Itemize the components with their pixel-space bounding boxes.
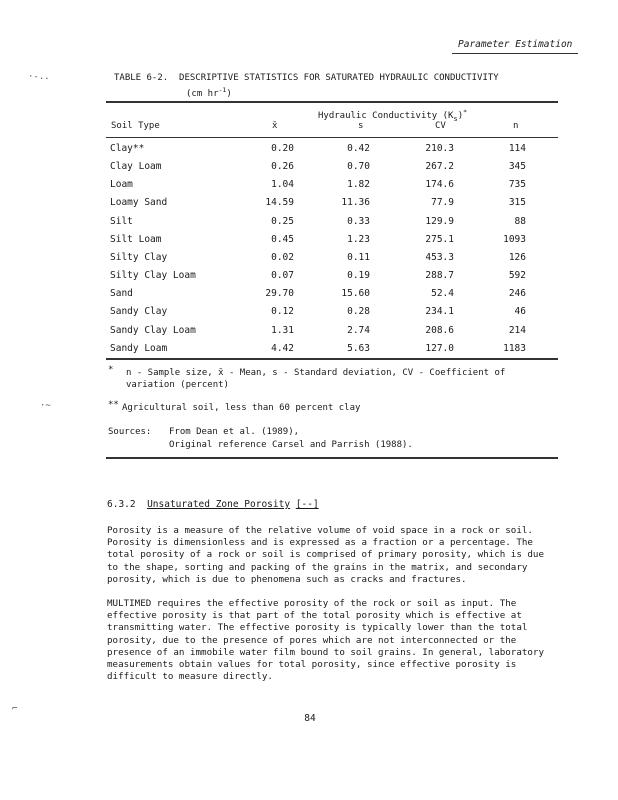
table-row xyxy=(106,306,558,324)
paragraph-line: transmitting water. The effective porosity is typically lower than the total xyxy=(107,622,528,634)
paragraph-line: measurements obtain values for total porosity, since effective porosity is xyxy=(107,659,517,671)
cell-cv: 234.1 xyxy=(425,306,454,318)
cell-n: 345 xyxy=(508,161,526,173)
cell-cv: 288.7 xyxy=(425,270,454,282)
col-header-mean: x̄ xyxy=(272,121,278,131)
paragraph-line: Porosity is dimensionless and is expressed as a fraction or a percentage. The xyxy=(107,537,533,549)
group-header-text: Hydraulic Conductivity (K xyxy=(318,111,454,121)
paragraph-line: to the shape, sorting and packing of the grains in the matrix, and secondary xyxy=(107,561,528,573)
sources-line-2: Original reference Carsel and Parrish (1988). xyxy=(169,440,413,450)
cell-n: 592 xyxy=(508,270,526,282)
paragraph-line: difficult to measure directly. xyxy=(107,671,273,683)
table-units xyxy=(186,86,232,99)
group-header-sub: s xyxy=(453,114,458,123)
paragraph-line: porosity, which is due to phenomena such as cracks and fractures. xyxy=(107,573,467,585)
cell-mean: 0.45 xyxy=(271,233,294,245)
paragraph-line: Porosity is a measure of the relative volume of void space in a rock or soil. xyxy=(107,525,533,536)
table-row xyxy=(106,197,558,215)
cell-sd: 2.74 xyxy=(347,324,370,336)
header-rule xyxy=(452,53,578,54)
cell-n: 126 xyxy=(508,251,526,263)
cell-cv: 210.3 xyxy=(425,143,454,154)
paragraph-line: effective porosity is that part of the total porosity which is effective at xyxy=(107,610,522,622)
cell-soil-type: Clay** xyxy=(110,143,145,154)
table-number: TABLE 6-2. xyxy=(114,73,169,83)
units-exponent: -1 xyxy=(218,86,227,94)
running-header: Parameter Estimation xyxy=(458,39,573,50)
cell-cv: 127.0 xyxy=(425,342,454,354)
cell-soil-type: Sandy Clay Loam xyxy=(110,324,196,336)
cell-cv: 275.1 xyxy=(425,233,454,245)
cell-soil-type: Sand xyxy=(110,288,133,300)
table-header-rule xyxy=(106,137,558,138)
scan-speck: ·~ xyxy=(40,401,51,411)
group-header-end: ) xyxy=(457,111,464,121)
table-row xyxy=(106,179,558,197)
cell-mean: 0.02 xyxy=(271,251,294,263)
table-row xyxy=(106,325,558,343)
table-row xyxy=(106,288,558,306)
paragraph-line: porosity, due to the presence of pores which are not interconnected or the xyxy=(107,634,517,646)
footnote-1-line-1: n - Sample size, x̄ - Mean, s - Standard deviation, CV - Coefficient of xyxy=(126,368,506,378)
cell-sd: 0.19 xyxy=(347,270,370,282)
cell-sd: 5.63 xyxy=(347,342,370,354)
cell-soil-type: Loam xyxy=(110,179,133,191)
cell-mean: 4.42 xyxy=(271,342,294,354)
paragraph-2 xyxy=(107,598,575,683)
paragraph-line: presence of an immobile water film bound to soil grains. In general, laboratory xyxy=(107,646,544,658)
cell-soil-type: Loamy Sand xyxy=(110,197,168,209)
cell-soil-type: Silty Clay Loam xyxy=(110,270,196,282)
cell-cv: 267.2 xyxy=(425,161,454,173)
paragraph-line: MULTIMED requires the effective porosity of the rock or soil as input. The xyxy=(107,598,517,609)
cell-n: 735 xyxy=(508,179,526,191)
section-heading xyxy=(107,499,319,510)
cell-soil-type: Sandy Loam xyxy=(110,342,168,354)
cell-mean: 0.26 xyxy=(271,161,294,173)
cell-soil-type: Sandy Clay xyxy=(110,306,168,318)
cell-sd: 15.60 xyxy=(341,288,370,300)
col-header-sd: s xyxy=(358,121,364,131)
cell-mean: 0.12 xyxy=(271,306,294,318)
table-row xyxy=(106,161,558,179)
page-number: 84 xyxy=(304,713,316,724)
cell-n: 46 xyxy=(514,306,526,318)
sources-line-1: From Dean et al. (1989), xyxy=(169,427,300,437)
cell-n: 246 xyxy=(508,288,526,300)
cell-mean: 0.25 xyxy=(271,215,294,227)
cell-n: 88 xyxy=(514,215,526,227)
cell-mean: 0.20 xyxy=(271,143,294,154)
cell-n: 214 xyxy=(508,324,526,336)
cell-soil-type: Silt Loam xyxy=(110,233,162,245)
cell-soil-type: Clay Loam xyxy=(110,161,162,173)
cell-n: 1093 xyxy=(503,233,526,245)
cell-n: 315 xyxy=(508,197,526,209)
cell-sd: 1.82 xyxy=(347,179,370,191)
cell-sd: 1.23 xyxy=(347,233,370,245)
table-end-rule xyxy=(106,457,558,459)
scan-speck: ·-.. xyxy=(28,72,50,82)
table-row xyxy=(106,143,558,161)
table-title: DESCRIPTIVE STATISTICS FOR SATURATED HYDRAULIC CONDUCTIVITY xyxy=(179,73,499,83)
cell-mean: 1.31 xyxy=(271,324,294,336)
section-title: Unsaturated Zone Porosity xyxy=(147,499,291,510)
scan-speck: ⌐ xyxy=(12,704,18,714)
table-top-rule xyxy=(106,101,558,103)
cell-sd: 0.28 xyxy=(347,306,370,318)
units-prefix: (cm hr xyxy=(186,89,219,99)
cell-cv: 52.4 xyxy=(431,288,454,300)
cell-sd: 11.36 xyxy=(341,197,370,209)
cell-sd: 0.33 xyxy=(347,215,370,227)
cell-n: 114 xyxy=(508,143,526,154)
sources-label: Sources: xyxy=(108,427,152,437)
paragraph-line: total porosity of a rock or soil is comprised of primary porosity, which is due xyxy=(107,549,544,561)
table-row xyxy=(106,270,558,288)
section-number: 6.3.2 xyxy=(107,499,136,510)
cell-cv: 174.6 xyxy=(425,179,454,191)
cell-mean: 29.70 xyxy=(265,288,294,300)
footnote-2-text: Agricultural soil, less than 60 percent clay xyxy=(122,403,361,413)
units-suffix: ) xyxy=(226,89,232,99)
cell-cv: 129.9 xyxy=(425,215,454,227)
col-header-n: n xyxy=(513,121,519,131)
cell-soil-type: Silty Clay xyxy=(110,251,168,263)
cell-sd: 0.42 xyxy=(347,143,370,154)
footnote-mark-1: * xyxy=(108,365,114,375)
cell-mean: 1.04 xyxy=(271,179,294,191)
group-header-mark: * xyxy=(463,108,468,116)
table-caption xyxy=(114,73,499,83)
cell-cv: 77.9 xyxy=(431,197,454,209)
cell-mean: 0.07 xyxy=(271,270,294,282)
col-header-cv: CV xyxy=(435,121,446,131)
table-row xyxy=(106,216,558,234)
table-row xyxy=(106,252,558,270)
cell-n: 1183 xyxy=(503,342,526,354)
cell-sd: 0.70 xyxy=(347,161,370,173)
cell-sd: 0.11 xyxy=(347,251,370,263)
paragraph-1 xyxy=(107,525,575,586)
cell-cv: 208.6 xyxy=(425,324,454,336)
cell-mean: 14.59 xyxy=(265,197,294,209)
footnote-1-line-2: variation (percent) xyxy=(126,380,229,390)
col-header-soil-type: Soil Type xyxy=(111,121,160,131)
footnote-mark-2: ** xyxy=(108,400,119,410)
table-row xyxy=(106,234,558,252)
cell-soil-type: Silt xyxy=(110,215,133,227)
table-bottom-rule xyxy=(106,358,558,360)
section-tag: [--] xyxy=(295,499,319,510)
cell-cv: 453.3 xyxy=(425,251,454,263)
